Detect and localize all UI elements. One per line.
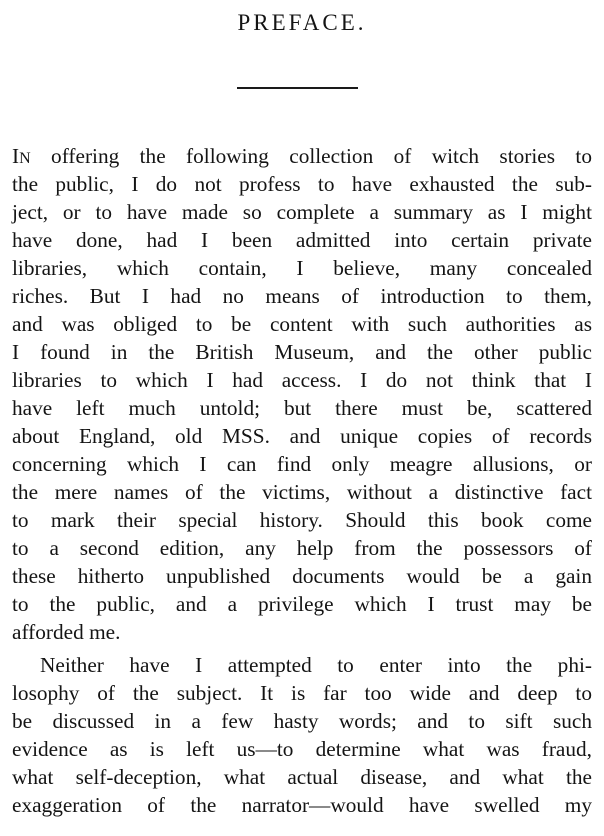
paragraph-2-line-5: what self-deception, what actual disease, and what the [12,765,592,789]
paragraph-1-line-6: riches. But I had no means of introduction to them, [12,284,592,308]
paragraph-1-line-3: ject, or to have made so complete a summary as I might [12,200,592,224]
paragraph-1-line-18: afforded me. [12,620,121,644]
paragraph-1-line-8: I found in the British Museum, and the other public [12,340,592,364]
paragraph-1-line-10: have left much untold; but there must be, scattered [12,396,592,420]
paragraph-1-line-16: these hitherto unpublished documents would be a gain [12,564,592,588]
paragraph-1-line-17: to the public, and a privilege which I trust may be [12,592,592,616]
paragraph-1-line-1-text: offering the following collection of witch stories to [30,144,592,168]
paragraph-1-line-1 [12,142,592,170]
paragraph-1-line-5: libraries, which contain, I believe, many concealed [12,256,592,280]
paragraph-1-line-11: about England, old MSS. and unique copies of records [12,424,592,448]
paragraph-1-line-4: have done, had I been admitted into certain private [12,228,592,252]
paragraph-1-initial: I [12,144,20,168]
page-title: PREFACE. [237,10,367,35]
paragraph-1-line-12: concerning which I can find only meagre allusions, or [12,452,592,476]
paragraph-1-small-caps: N [19,150,31,167]
paragraph-1-line-13: the mere names of the victims, without a distinctive fact [12,480,592,504]
paragraph-2-line-2: losophy of the subject. It is far too wide and deep to [12,681,592,705]
paragraph-1-line-7: and was obliged to be content with such authorities as [12,312,592,336]
paragraph-1-line-9: libraries to which I had access. I do not think that I [12,368,592,392]
paragraph-1-line-14: to mark their special history. Should this book come [12,508,592,532]
paragraph-2-line-6: exaggeration of the narrator—would have swelled my [12,793,592,817]
paragraph-1-line-2: the public, I do not profess to have exhausted the sub- [12,172,592,196]
paragraph-2-line-4: evidence as is left us—to determine what was fraud, [12,737,592,761]
paragraph-2-line-1: Neither have I attempted to enter into the phi- [40,653,592,677]
title-rule [237,87,358,89]
paragraph-2-line-3: be discussed in a few hasty words; and to sift such [12,709,592,733]
paragraph-1-line-15: to a second edition, any help from the possessors of [12,536,592,560]
